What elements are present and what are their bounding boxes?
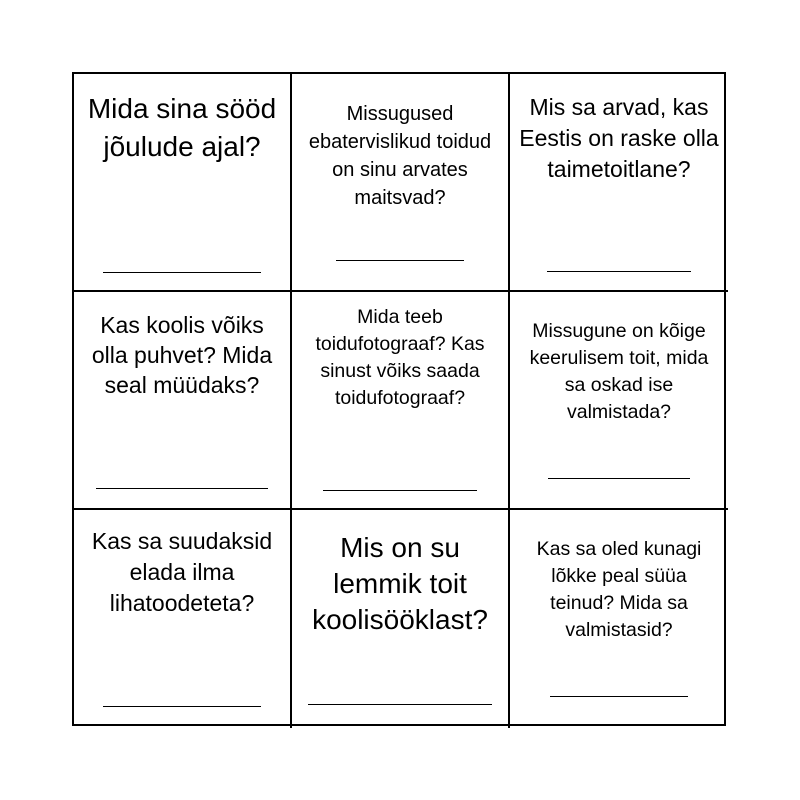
answer-line	[96, 488, 268, 489]
cell-question: Kas sa oled kunagi lõkke peal süüa teinud? Mida sa valmistasid?	[536, 538, 702, 641]
cell-question: Kas sa suudaksid elada ilma lihatoodeteta?	[91, 528, 273, 616]
bingo-cell-5[interactable]	[292, 292, 510, 510]
bingo-cell-7[interactable]	[74, 510, 292, 728]
answer-line	[308, 704, 492, 705]
answer-line	[547, 271, 691, 272]
cell-question: Mida sina sööd jõulude ajal?	[87, 93, 277, 162]
answer-line	[336, 260, 464, 261]
bingo-cell-9[interactable]	[510, 510, 728, 728]
answer-line	[103, 706, 261, 707]
answer-line	[323, 490, 477, 491]
bingo-cell-2[interactable]	[292, 74, 510, 292]
bingo-cell-1[interactable]	[74, 74, 292, 292]
bingo-cell-3[interactable]	[510, 74, 728, 292]
cell-question: Kas koolis võiks olla puhvet? Mida seal müüdaks?	[91, 312, 273, 398]
cell-question: Missugune on kõige keerulisem toit, mida sa oskad ise valmistada?	[529, 320, 709, 423]
bingo-cell-4[interactable]	[74, 292, 292, 510]
answer-line	[550, 696, 688, 697]
bingo-card	[72, 72, 726, 726]
answer-line	[103, 272, 261, 273]
cell-question: Mida teeb toidufotograaf? Kas sinust võiks saada toidufotograaf?	[315, 306, 485, 409]
answer-line	[548, 478, 690, 479]
cell-question: Missugused ebatervislikud toidud on sinu arvates maitsvad?	[308, 103, 492, 209]
cell-question: Mis sa arvad, kas Eestis on raske olla taimetoitlane?	[519, 94, 719, 182]
cell-question: Mis on su lemmik toit koolisööklast?	[312, 532, 488, 635]
bingo-cell-6[interactable]	[510, 292, 728, 510]
bingo-cell-8[interactable]	[292, 510, 510, 728]
